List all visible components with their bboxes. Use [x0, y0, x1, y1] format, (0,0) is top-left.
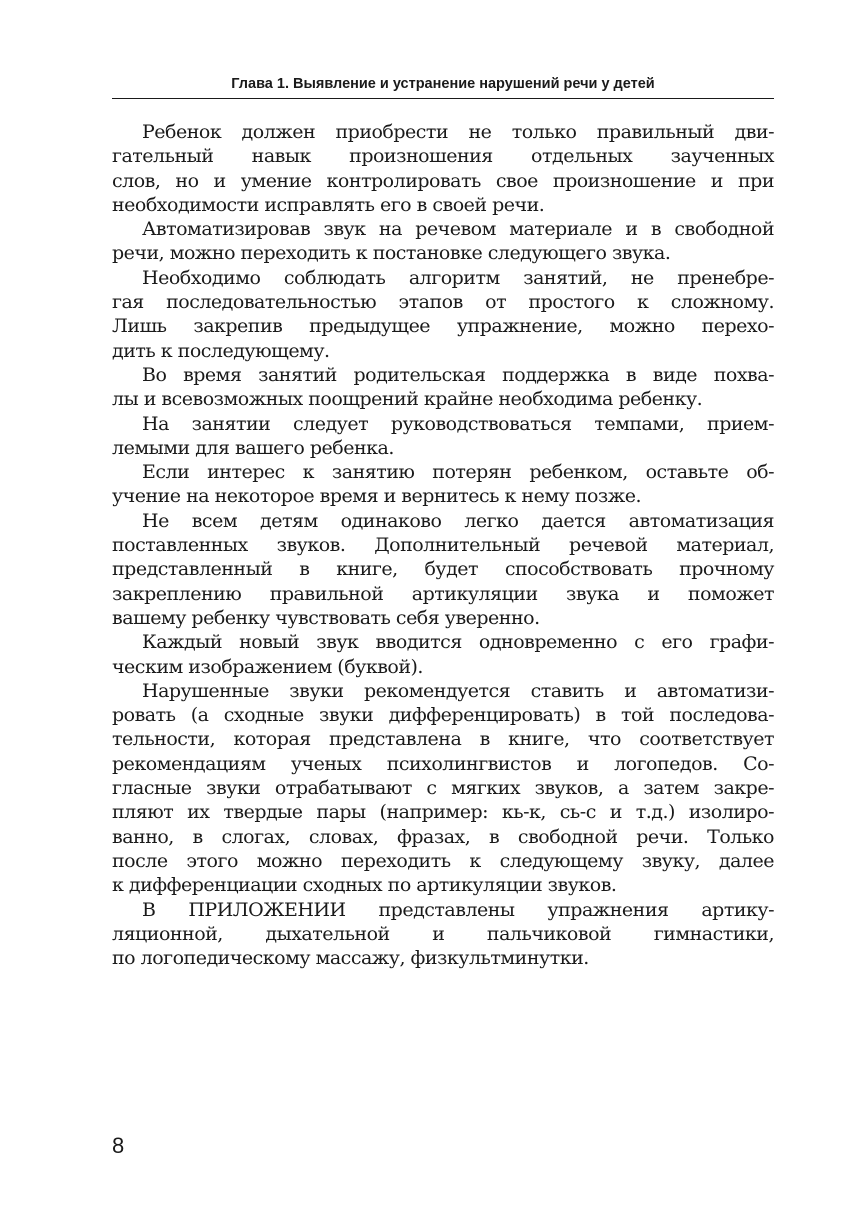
- text-line: представленный в книге, будет способствовать прочному: [112, 558, 774, 581]
- text-line: Каждый новый звук вводится одновременно с его графи-: [142, 631, 774, 654]
- text-line: Нарушенные звуки рекомендуется ставить и автоматизи-: [142, 679, 774, 702]
- text-line: Лишь закрепив предыдущее упражнение, можно перехо-: [112, 315, 774, 338]
- text-line: по логопедическому массажу, физкультминутки.: [112, 947, 589, 970]
- text-line: слов, но и умение контролировать свое произношение и при: [112, 169, 774, 192]
- text-line: гая последовательностью этапов от простого к сложному.: [112, 291, 774, 314]
- text-line: лы и всевозможных поощрений крайне необходима ребенку.: [112, 388, 703, 411]
- text-line: ляционной, дыхательной и пальчиковой гимнастики,: [112, 922, 774, 945]
- text-line: речи, можно переходить к постановке следующего звука.: [112, 242, 671, 265]
- paragraph: [112, 460, 774, 509]
- running-header: Глава 1. Выявление и устранение нарушений речи у детей: [231, 76, 655, 92]
- page-number: 8: [112, 1133, 125, 1158]
- paragraph: [112, 509, 774, 630]
- text-line: гласные звуки отрабатывают с мягких звуков, а затем закре-: [112, 777, 774, 800]
- paragraph: [112, 363, 774, 412]
- text-line: рекомендациям ученых психолингвистов и логопедов. Со-: [112, 752, 774, 775]
- text-line: гательный навык произношения отдельных заученных: [112, 145, 774, 168]
- text-line: лемыми для вашего ребенка.: [112, 436, 394, 459]
- text-line: Автоматизировав звук на речевом материале и в свободной: [142, 218, 774, 241]
- text-line: поставленных звуков. Дополнительный речевой материал,: [112, 534, 774, 557]
- text-line: Не всем детям одинаково легко дается автоматизация: [142, 509, 774, 532]
- text-line: Во время занятий родительская поддержка в виде похва-: [142, 363, 774, 386]
- text-line: вашему ребенку чувствовать себя уверенно.: [112, 606, 540, 629]
- text-line: В ПРИЛОЖЕНИИ представлены упражнения артику-: [142, 898, 774, 921]
- paragraph: [112, 898, 774, 971]
- text-line: Ребенок должен приобрести не только правильный дви-: [142, 121, 774, 143]
- header-divider: [112, 98, 774, 99]
- paragraph: [112, 412, 774, 461]
- body-text: [112, 120, 774, 970]
- text-line: ровать (а сходные звуки дифференцировать) в той последова-: [112, 704, 774, 727]
- paragraph: [112, 679, 774, 898]
- text-line: пляют их твердые пары (например: кь-к, сь-с и т.д.) изолиро-: [112, 801, 774, 824]
- text-line: дить к последующему.: [112, 339, 330, 362]
- text-line: тельности, которая представлена в книге, что соответствует: [112, 728, 774, 751]
- paragraph: [112, 266, 774, 363]
- text-line: На занятии следует руководствоваться темпами, прием-: [142, 412, 774, 435]
- text-line: после этого можно переходить к следующему звуку, далее: [112, 849, 774, 872]
- text-line: закреплению правильной артикуляции звука и поможет: [112, 582, 774, 605]
- text-line: необходимости исправлять его в своей речи.: [112, 193, 545, 216]
- text-line: Необходимо соблюдать алгоритм занятий, не пренебре-: [142, 266, 774, 289]
- paragraph: [112, 630, 774, 679]
- text-line: ческим изображением (буквой).: [112, 655, 423, 678]
- text-line: Если интерес к занятию потерян ребенком, оставьте об-: [142, 461, 774, 484]
- text-line: ванно, в слогах, словах, фразах, в свободной речи. Только: [112, 825, 774, 848]
- text-line: к дифференциации сходных по артикуляции звуков.: [112, 874, 617, 897]
- paragraph: [112, 120, 774, 217]
- paragraph: [112, 217, 774, 266]
- text-line: учение на некоторое время и вернитесь к нему позже.: [112, 485, 642, 508]
